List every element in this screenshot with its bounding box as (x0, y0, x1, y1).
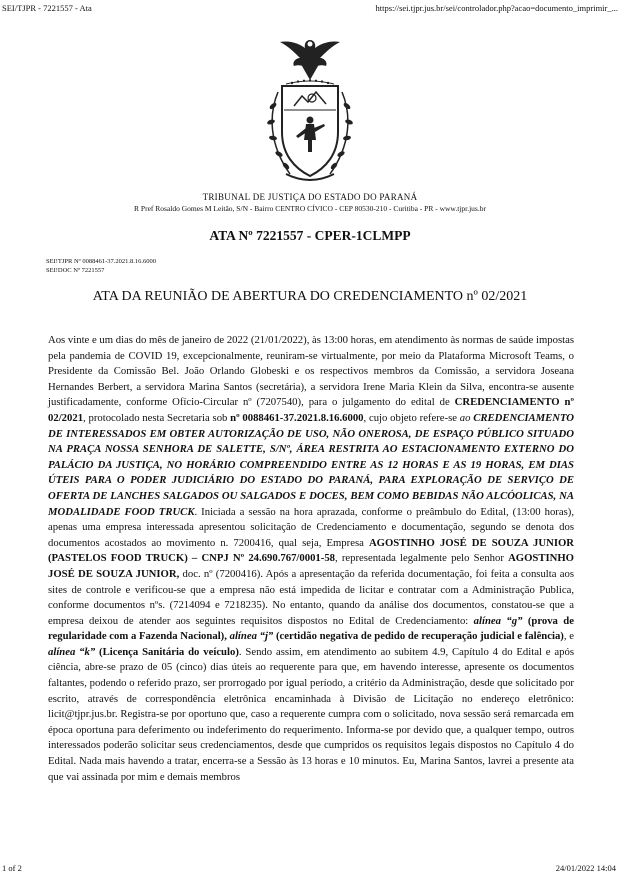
process-reference: SEI!TJPR Nº 0088461-37.2021.8.16.6000 (46, 258, 156, 265)
document-reference: SEI!DOC Nº 7221557 (46, 267, 105, 274)
court-address: R Pref Rosaldo Gomes M Leitão, S/N - Bairro CENTRO CÍVICO - CEP 80530-210 - Curitiba - PR - www.tjpr.jus.br (134, 204, 486, 213)
print-datetime: 24/01/2022 14:04 (555, 863, 616, 873)
body-italic: ao (459, 411, 474, 424)
clause-g-description: (prova de regularidade com a Fazenda Nacional), (48, 614, 574, 643)
document-references (46, 257, 156, 275)
meeting-heading: ATA DA REUNIÃO DE ABERTURA DO CREDENCIAMENTO nº 02/2021 (92, 289, 528, 304)
document-title: ATA Nº 7221557 - CPER-1CLMPP (209, 228, 411, 243)
company-name: AGOSTINHO JOSÉ DE SOUZA JUNIOR (PASTELOS FOOD TRUCK) – CNPJ Nº 24.690.767/0001-58 (48, 536, 575, 565)
clause-k: alínea “k” (48, 645, 96, 658)
body-bold: CREDENCIAMENTO nº 02/2021 (48, 396, 574, 424)
print-header-url: https://sei.tjpr.jus.br/sei/controlador.php?acao=documento_imprimir_... (375, 3, 618, 13)
representative-name: AGOSTINHO JOSÉ DE SOUZA JUNIOR, (48, 552, 574, 580)
body-text: . Iniciada a sessão na hora aprazada, conforme o preâmbulo do Edital, (13:00 horas), apenas uma empresa interessada apresentou solicitação de Credenciamento e documentação, segundo se denota dos documentos acostados ao movimento n. 7200416, qual seja, Empresa (48, 505, 574, 549)
object-description: CREDENCIAMENTO DE INTERESSADOS EM OBTER AUTORIZAÇÃO DE USO, NÃO ONEROSA, DE ESPAÇO PÚBLICO SITUADO NA PRAÇA NOSSA SENHORA DE SALETTE, S/Nº, ÁREA RESTRITA AO ESTACIONAMENTO EXTERNO DO PALÁCIO DA JUSTIÇA, NO HORÁRIO COMPREENDIDO ENTRE AS 12 HORAS E AS 19 HORAS, EM DIAS ÚTEIS PARA O PODER JUDICIÁRIO DO ESTADO DO PARANÁ, PARA EXPLORAÇÃO DE SERVIÇO DE OFERTA DE LANCHES SALGADOS OU SALGADOS E DOCES, BEM COMO BEBIDAS NÃO ALCÓOLICAS, NA MODALIDADE FOOD TRUCK (48, 411, 575, 518)
parana-coat-of-arms-emblem (246, 36, 374, 188)
body-text: , cujo objeto refere-se (363, 411, 460, 424)
print-header-title: SEI/TJPR - 7221557 - Ata (2, 3, 92, 13)
body-text: doc. nº (7200416). Após a apresentação da referida documentação, foi feita a consulta aos sites de controle e verificou-se que a empresa não está impedida de licitar e contratar com a Administração Publica, conforme documentos nºs. (7214094 e 7218235). No entanto, quando da análise dos documentos, constatou-se que a empresa deixou de atender aos seguintes requisitos dispostos no Edital de Credenciamento: (48, 567, 574, 627)
body-text: , protocolado nesta Secretaria sob (83, 411, 231, 424)
page-indicator: 1 of 2 (2, 863, 22, 873)
clause-g: alínea “g” (473, 614, 523, 627)
clause-k-description: (Licença Sanitária do veículo) (95, 645, 239, 658)
body-text: . Sendo assim, em atendimento ao subitem 4.9, Capítulo 4 do Edital e após ciência, abre-se prazo de 05 (cinco) dias úteis ao requerente para que, em havendo interesse, apresente os documentos faltantes, podendo o referido prazo, ser prorrogado por igual período, a critério da Administração, desde que solicitado por escrito, através de correspondência eletrônica encaminhada à Divisão de Licitação no endereço eletrônico: licit@tjpr.jus.br. Registra-se por oportuno que, caso a requerente cumpra com o solicitado, nova sessão será remarcada em época oportuna para deferimento ou indeferimento do requerimento. Informa-se por devido que, a qualquer tempo, outros interessados poderão solicitar seus credenciamentos, desde que cumpridos os requisitos legais dispostos no Capítulo 4 do Edital. Nada mais havendo a tratar, encerra-se a Sessão às 13 horas e 10 minutos. Eu, Marina Santos, lavrei a presente ata que vai assinada por mim e demais membros (48, 645, 574, 783)
court-name: TRIBUNAL DE JUSTIÇA DO ESTADO DO PARANÁ (202, 192, 418, 202)
clause-j-description: (certidão negativa de pedido de recuperação judicial e falência) (273, 630, 564, 643)
body-text: , representada legalmente pelo Senhor (335, 552, 509, 565)
body-bold: nº 0088461-37.2021.8.16.6000 (230, 411, 364, 424)
clause-j: alínea “j” (229, 630, 274, 643)
minutes-body-paragraph (48, 333, 574, 785)
body-text: , e (563, 630, 574, 643)
body-text: Aos vinte e um dias do mês de janeiro de 2022 (21/01/2022), às 13:00 horas, em atendimento às normas de saúde impostas pela pandemia de COVID 19, excepcionalmente, reuniram-se virtualmente, por meio da Plataforma Microsoft Teams, o Presidente da Comissão Bel. João Orlando Globeski e os respectivos membros da Comissão, a servidora Joseana Hernandes Berbert, a servidora Marina Santos (secretária), a servidora Irene Maria Klein da Silva, encontra-se ausente justificadamente, conforme Ofício-Circular nº (7207540), para o julgamento do edital de (48, 334, 574, 409)
